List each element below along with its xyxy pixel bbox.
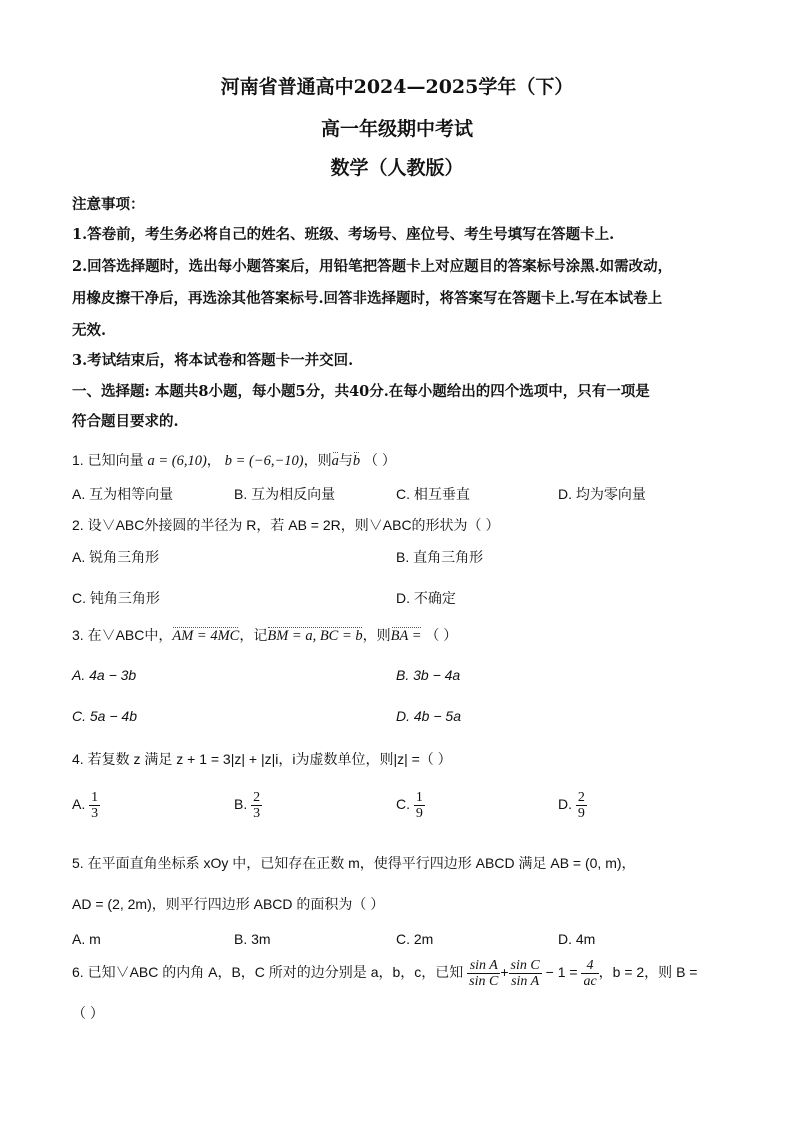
- q3-answer-paren: （ ）: [425, 627, 458, 643]
- q1-a: a: [331, 453, 339, 469]
- q4-option-d-numerator: 2: [577, 790, 585, 805]
- question-1-stem: [72, 450, 396, 470]
- q6-fraction-1-denominator: sin C: [469, 974, 499, 989]
- exam-subject: 数学（人教版）: [330, 157, 464, 179]
- question-2-stem: 2. 设∨ABC外接圆的半径为 R，若 AB = 2R，则∨ABC的形状为（ ）: [72, 517, 500, 533]
- q1-vector-b: b = (−6,−10): [224, 453, 304, 469]
- q6-answer-paren: （ ）: [72, 1005, 104, 1021]
- q1-option-b: B. 互为相反向量: [234, 486, 336, 502]
- q4-option-d-label: D.: [558, 796, 572, 813]
- q4-option-b: [234, 790, 262, 821]
- q2-option-d: D. 不确定: [396, 590, 456, 606]
- q4-option-d-denominator: 9: [577, 806, 585, 821]
- q5-option-c: C. 2m: [396, 931, 434, 947]
- section-heading-line-1: 一、选择题: 本题共8小题，每小题5分，共40分.在每小题给出的四个选项中，只有一项是: [72, 383, 650, 400]
- q4-option-a-numerator: 1: [91, 790, 99, 805]
- q2-option-a: A. 锐角三角形: [72, 549, 160, 565]
- q3-text-c: ，则: [362, 627, 391, 643]
- q3-option-c: C. 5a − 4b: [72, 708, 137, 724]
- note-2-line-2: 用橡皮擦干净后，再选涂其他答案标号.回答非选择题时，将答案写在答题卡上.写在本试卷上: [72, 290, 663, 307]
- q4-option-d-fraction: [576, 790, 587, 821]
- q5-option-b: B. 3m: [234, 931, 271, 947]
- q1-vector-a: a = (6,10): [147, 453, 207, 469]
- q4-option-c-label: C.: [396, 796, 410, 813]
- q4-option-a-denominator: 3: [91, 806, 99, 821]
- question-3-stem: [72, 625, 457, 645]
- q4-option-c-numerator: 1: [415, 790, 423, 805]
- q1-yu: 与: [338, 452, 353, 468]
- q2-option-c: C. 钝角三角形: [72, 590, 160, 606]
- q6-fraction-2-denominator: sin A: [511, 974, 540, 989]
- q1-answer-paren: （ ）: [363, 452, 396, 468]
- q1-b: b: [352, 453, 361, 469]
- note-1: 1.答卷前，考生务必将自己的姓名、班级、考场号、座位号、考生号填写在答题卡上.: [72, 226, 615, 243]
- q6-fraction-3: [581, 958, 598, 989]
- question-4-stem: 4. 若复数 z 满足 z + 1 = 3|z| + |z|i，i为虚数单位，则|z| =（ ）: [72, 751, 452, 767]
- note-3: 3.考试结束后，将本试卷和答题卡一并交回.: [72, 352, 354, 369]
- question-5-line-2: AD = (2, 2m)，则平行四边形 ABCD 的面积为（ ）: [72, 896, 385, 912]
- question-5-line-1: 5. 在平面直角坐标系 xOy 中，已知存在正数 m，使得平行四边形 ABCD 满足 AB = (0, m)，: [72, 855, 636, 871]
- q6-fraction-3-denominator: ac: [583, 974, 597, 989]
- q3-text-a: 3. 在∨ABC中，: [72, 627, 173, 643]
- q3-eq-am-mc: AM = 4MC: [172, 628, 240, 644]
- q5-option-d: D. 4m: [558, 931, 596, 947]
- q6-fraction-3-numerator: 4: [581, 958, 598, 974]
- q6-fraction-1-numerator: sin A: [467, 958, 500, 974]
- q4-option-a-label: A.: [72, 796, 86, 813]
- q4-option-b-label: B.: [234, 796, 248, 813]
- q4-option-a: [72, 790, 100, 821]
- note-2-line-1: 2.回答选择题时，选出每小题答案后，用铅笔把答题卡上对应题目的答案标号涂黑.如需改动，: [72, 258, 673, 275]
- q3-eq-ba: BA =: [390, 628, 422, 644]
- q1-comma: ，: [206, 452, 221, 468]
- q2-option-b: B. 直角三角形: [396, 549, 484, 565]
- q3-option-b: B. 3b − 4a: [396, 667, 461, 683]
- q4-option-c: [396, 790, 425, 821]
- q4-option-b-fraction: [251, 790, 262, 821]
- q5-option-a: A. m: [72, 931, 101, 947]
- q1-option-d: D. 均为零向量: [558, 486, 646, 502]
- q1-option-a: A. 互为相等向量: [72, 486, 174, 502]
- q4-option-b-numerator: 2: [253, 790, 261, 805]
- exam-subtitle: 高一年级期中考试: [320, 118, 473, 140]
- section-heading-line-2: 符合题目要求的.: [72, 413, 179, 430]
- q3-option-d: D. 4b − 5a: [396, 708, 461, 724]
- q4-option-a-fraction: [89, 790, 100, 821]
- exam-title: 河南省普通高中2024—2025学年（下）: [220, 76, 574, 98]
- q6-fraction-2-numerator: sin C: [510, 958, 540, 973]
- q6-text-b: ，b = 2，则 B =: [598, 964, 698, 981]
- q4-option-c-denominator: 9: [415, 806, 423, 821]
- q6-fraction-1: [467, 958, 500, 989]
- q1-text-a: 1. 已知向量: [72, 452, 144, 468]
- q4-option-b-denominator: 3: [253, 806, 261, 821]
- q3-option-a: A. 4a − 3b: [72, 667, 137, 683]
- q3-eq-bm-bc: BM = a, BC = b: [267, 628, 363, 644]
- q6-text-a: 6. 已知∨ABC 的内角 A，B，C 所对的边分别是 a，b，c，已知: [72, 964, 464, 981]
- q1-option-c: C. 相互垂直: [396, 486, 470, 502]
- q4-option-c-fraction: [414, 790, 425, 821]
- q6-plus: +: [500, 964, 509, 981]
- q3-text-b: ，记: [239, 627, 268, 643]
- notes-heading: 注意事项：: [72, 196, 145, 213]
- q4-option-d: [558, 790, 587, 821]
- note-2-line-3: 无效.: [72, 322, 107, 339]
- q6-fraction-2: [509, 958, 542, 989]
- q1-text-b: ，则: [303, 452, 332, 468]
- question-6-stem: [72, 958, 697, 989]
- q6-minus-one: − 1 =: [545, 964, 578, 981]
